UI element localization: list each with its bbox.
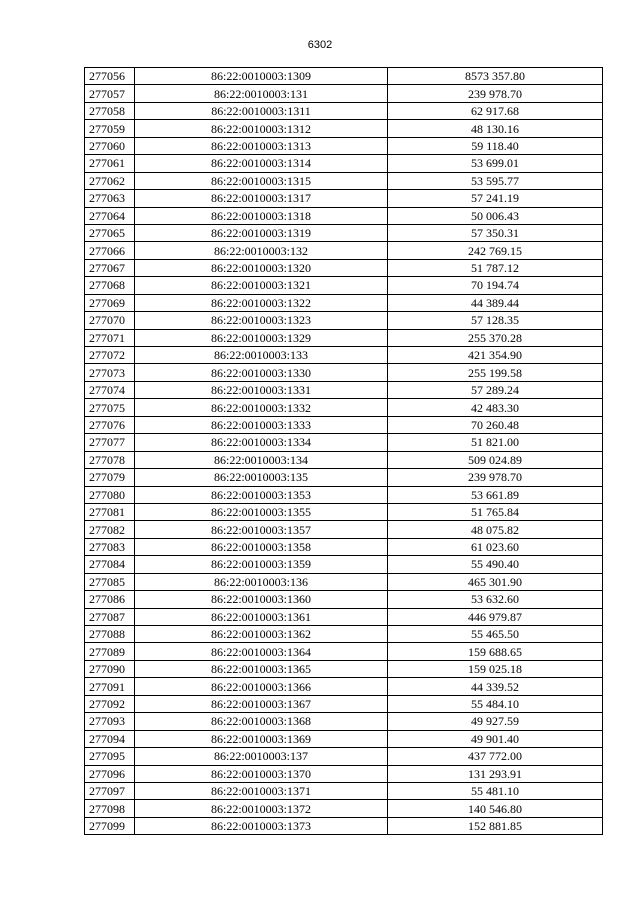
table-row <box>85 347 603 364</box>
value-cell: 59 118.40 <box>388 137 603 154</box>
cadastral-number-cell: 86:22:0010003:1321 <box>135 277 388 294</box>
cadastral-number-cell: 86:22:0010003:131 <box>135 85 388 102</box>
row-number-cell: 277067 <box>85 259 135 276</box>
value-cell: 57 128.35 <box>388 312 603 329</box>
table-row <box>85 748 603 765</box>
value-cell: 421 354.90 <box>388 347 603 364</box>
table-row <box>85 242 603 259</box>
row-number-cell: 277077 <box>85 434 135 451</box>
value-cell: 53 595.77 <box>388 172 603 189</box>
row-number-cell: 277056 <box>85 68 135 85</box>
value-cell: 57 289.24 <box>388 381 603 398</box>
cadastral-number-cell: 86:22:0010003:1331 <box>135 381 388 398</box>
value-cell: 55 490.40 <box>388 556 603 573</box>
value-cell: 51 821.00 <box>388 434 603 451</box>
value-cell: 255 370.28 <box>388 329 603 346</box>
table-row <box>85 277 603 294</box>
row-number-cell: 277090 <box>85 660 135 677</box>
row-number-cell: 277086 <box>85 591 135 608</box>
cadastral-number-cell: 86:22:0010003:134 <box>135 451 388 468</box>
value-cell: 50 006.43 <box>388 207 603 224</box>
cadastral-number-cell: 86:22:0010003:1355 <box>135 503 388 520</box>
table-row <box>85 695 603 712</box>
value-cell: 53 661.89 <box>388 486 603 503</box>
value-cell: 152 881.85 <box>388 817 603 834</box>
data-table <box>84 67 603 835</box>
table-row <box>85 85 603 102</box>
value-cell: 8573 357.80 <box>388 68 603 85</box>
value-cell: 159 025.18 <box>388 660 603 677</box>
row-number-cell: 277064 <box>85 207 135 224</box>
cadastral-number-cell: 86:22:0010003:1322 <box>135 294 388 311</box>
table-row <box>85 416 603 433</box>
row-number-cell: 277088 <box>85 626 135 643</box>
cadastral-number-cell: 86:22:0010003:1323 <box>135 312 388 329</box>
value-cell: 446 979.87 <box>388 608 603 625</box>
value-cell: 49 901.40 <box>388 730 603 747</box>
row-number-cell: 277094 <box>85 730 135 747</box>
table-row <box>85 190 603 207</box>
table-row <box>85 573 603 590</box>
cadastral-number-cell: 86:22:0010003:133 <box>135 347 388 364</box>
row-number-cell: 277091 <box>85 678 135 695</box>
cadastral-number-cell: 86:22:0010003:1330 <box>135 364 388 381</box>
value-cell: 42 483.30 <box>388 399 603 416</box>
row-number-cell: 277070 <box>85 312 135 329</box>
table-row <box>85 608 603 625</box>
cadastral-number-cell: 86:22:0010003:1320 <box>135 259 388 276</box>
row-number-cell: 277082 <box>85 521 135 538</box>
value-cell: 140 546.80 <box>388 800 603 817</box>
value-cell: 131 293.91 <box>388 765 603 782</box>
cadastral-number-cell: 86:22:0010003:1362 <box>135 626 388 643</box>
table-row <box>85 120 603 137</box>
cadastral-number-cell: 86:22:0010003:1319 <box>135 224 388 241</box>
value-cell: 70 194.74 <box>388 277 603 294</box>
row-number-cell: 277078 <box>85 451 135 468</box>
row-number-cell: 277084 <box>85 556 135 573</box>
table-row <box>85 172 603 189</box>
row-number-cell: 277087 <box>85 608 135 625</box>
table-row <box>85 259 603 276</box>
cadastral-number-cell: 86:22:0010003:1364 <box>135 643 388 660</box>
row-number-cell: 277095 <box>85 748 135 765</box>
value-cell: 48 075.82 <box>388 521 603 538</box>
table-row <box>85 102 603 119</box>
cadastral-number-cell: 86:22:0010003:1315 <box>135 172 388 189</box>
row-number-cell: 277072 <box>85 347 135 364</box>
value-cell: 57 241.19 <box>388 190 603 207</box>
table-body <box>85 68 603 835</box>
value-cell: 53 699.01 <box>388 155 603 172</box>
cadastral-number-cell: 86:22:0010003:1373 <box>135 817 388 834</box>
table-row <box>85 800 603 817</box>
table-row <box>85 364 603 381</box>
table-row <box>85 469 603 486</box>
cadastral-number-cell: 86:22:0010003:1311 <box>135 102 388 119</box>
table-row <box>85 643 603 660</box>
value-cell: 49 927.59 <box>388 713 603 730</box>
table-row <box>85 713 603 730</box>
cadastral-number-cell: 86:22:0010003:1334 <box>135 434 388 451</box>
value-cell: 51 765.84 <box>388 503 603 520</box>
row-number-cell: 277074 <box>85 381 135 398</box>
value-cell: 44 389.44 <box>388 294 603 311</box>
cadastral-number-cell: 86:22:0010003:1372 <box>135 800 388 817</box>
row-number-cell: 277083 <box>85 538 135 555</box>
cadastral-number-cell: 86:22:0010003:136 <box>135 573 388 590</box>
table-row <box>85 730 603 747</box>
cadastral-number-cell: 86:22:0010003:132 <box>135 242 388 259</box>
value-cell: 70 260.48 <box>388 416 603 433</box>
value-cell: 57 350.31 <box>388 224 603 241</box>
value-cell: 255 199.58 <box>388 364 603 381</box>
table-row <box>85 591 603 608</box>
row-number-cell: 277075 <box>85 399 135 416</box>
cadastral-number-cell: 86:22:0010003:1314 <box>135 155 388 172</box>
value-cell: 61 023.60 <box>388 538 603 555</box>
value-cell: 51 787.12 <box>388 259 603 276</box>
table-row <box>85 224 603 241</box>
value-cell: 159 688.65 <box>388 643 603 660</box>
table-row <box>85 329 603 346</box>
table-row <box>85 765 603 782</box>
cadastral-number-cell: 86:22:0010003:1359 <box>135 556 388 573</box>
table-row <box>85 782 603 799</box>
row-number-cell: 277073 <box>85 364 135 381</box>
cadastral-number-cell: 86:22:0010003:1360 <box>135 591 388 608</box>
row-number-cell: 277096 <box>85 765 135 782</box>
row-number-cell: 277066 <box>85 242 135 259</box>
table-row <box>85 486 603 503</box>
table-row <box>85 451 603 468</box>
cadastral-number-cell: 86:22:0010003:135 <box>135 469 388 486</box>
table-row <box>85 660 603 677</box>
value-cell: 62 917.68 <box>388 102 603 119</box>
table-row <box>85 312 603 329</box>
cadastral-number-cell: 86:22:0010003:1357 <box>135 521 388 538</box>
row-number-cell: 277080 <box>85 486 135 503</box>
cadastral-number-cell: 86:22:0010003:1333 <box>135 416 388 433</box>
table-row <box>85 207 603 224</box>
cadastral-number-cell: 86:22:0010003:1358 <box>135 538 388 555</box>
cadastral-number-cell: 86:22:0010003:1318 <box>135 207 388 224</box>
row-number-cell: 277098 <box>85 800 135 817</box>
row-number-cell: 277081 <box>85 503 135 520</box>
value-cell: 55 484.10 <box>388 695 603 712</box>
row-number-cell: 277062 <box>85 172 135 189</box>
cadastral-number-cell: 86:22:0010003:1309 <box>135 68 388 85</box>
row-number-cell: 277076 <box>85 416 135 433</box>
value-cell: 239 978.70 <box>388 469 603 486</box>
table-row <box>85 521 603 538</box>
cadastral-number-cell: 86:22:0010003:1312 <box>135 120 388 137</box>
row-number-cell: 277057 <box>85 85 135 102</box>
cadastral-number-cell: 86:22:0010003:1329 <box>135 329 388 346</box>
table-row <box>85 137 603 154</box>
row-number-cell: 277060 <box>85 137 135 154</box>
value-cell: 44 339.52 <box>388 678 603 695</box>
row-number-cell: 277071 <box>85 329 135 346</box>
row-number-cell: 277099 <box>85 817 135 834</box>
value-cell: 239 978.70 <box>388 85 603 102</box>
cadastral-number-cell: 86:22:0010003:1366 <box>135 678 388 695</box>
page-number: 6302 <box>307 39 333 51</box>
cadastral-number-cell: 86:22:0010003:1370 <box>135 765 388 782</box>
table-row <box>85 434 603 451</box>
row-number-cell: 277063 <box>85 190 135 207</box>
value-cell: 55 465.50 <box>388 626 603 643</box>
cadastral-number-cell: 86:22:0010003:1365 <box>135 660 388 677</box>
table-row <box>85 678 603 695</box>
row-number-cell: 277065 <box>85 224 135 241</box>
cadastral-number-cell: 86:22:0010003:1317 <box>135 190 388 207</box>
table-row <box>85 817 603 834</box>
value-cell: 465 301.90 <box>388 573 603 590</box>
table-row <box>85 155 603 172</box>
cadastral-number-cell: 86:22:0010003:1369 <box>135 730 388 747</box>
row-number-cell: 277097 <box>85 782 135 799</box>
cadastral-number-cell: 86:22:0010003:137 <box>135 748 388 765</box>
cadastral-number-cell: 86:22:0010003:1367 <box>135 695 388 712</box>
row-number-cell: 277069 <box>85 294 135 311</box>
row-number-cell: 277068 <box>85 277 135 294</box>
row-number-cell: 277085 <box>85 573 135 590</box>
value-cell: 55 481.10 <box>388 782 603 799</box>
table-row <box>85 381 603 398</box>
cadastral-number-cell: 86:22:0010003:1371 <box>135 782 388 799</box>
value-cell: 437 772.00 <box>388 748 603 765</box>
cadastral-number-cell: 86:22:0010003:1361 <box>135 608 388 625</box>
cadastral-number-cell: 86:22:0010003:1368 <box>135 713 388 730</box>
value-cell: 53 632.60 <box>388 591 603 608</box>
cadastral-number-cell: 86:22:0010003:1313 <box>135 137 388 154</box>
table-row <box>85 294 603 311</box>
table-row <box>85 399 603 416</box>
table-row <box>85 538 603 555</box>
row-number-cell: 277089 <box>85 643 135 660</box>
row-number-cell: 277058 <box>85 102 135 119</box>
table-row <box>85 556 603 573</box>
row-number-cell: 277061 <box>85 155 135 172</box>
table-row <box>85 626 603 643</box>
value-cell: 242 769.15 <box>388 242 603 259</box>
value-cell: 48 130.16 <box>388 120 603 137</box>
row-number-cell: 277093 <box>85 713 135 730</box>
table-row <box>85 68 603 85</box>
row-number-cell: 277059 <box>85 120 135 137</box>
row-number-cell: 277079 <box>85 469 135 486</box>
cadastral-number-cell: 86:22:0010003:1353 <box>135 486 388 503</box>
value-cell: 509 024.89 <box>388 451 603 468</box>
row-number-cell: 277092 <box>85 695 135 712</box>
table-row <box>85 503 603 520</box>
cadastral-number-cell: 86:22:0010003:1332 <box>135 399 388 416</box>
